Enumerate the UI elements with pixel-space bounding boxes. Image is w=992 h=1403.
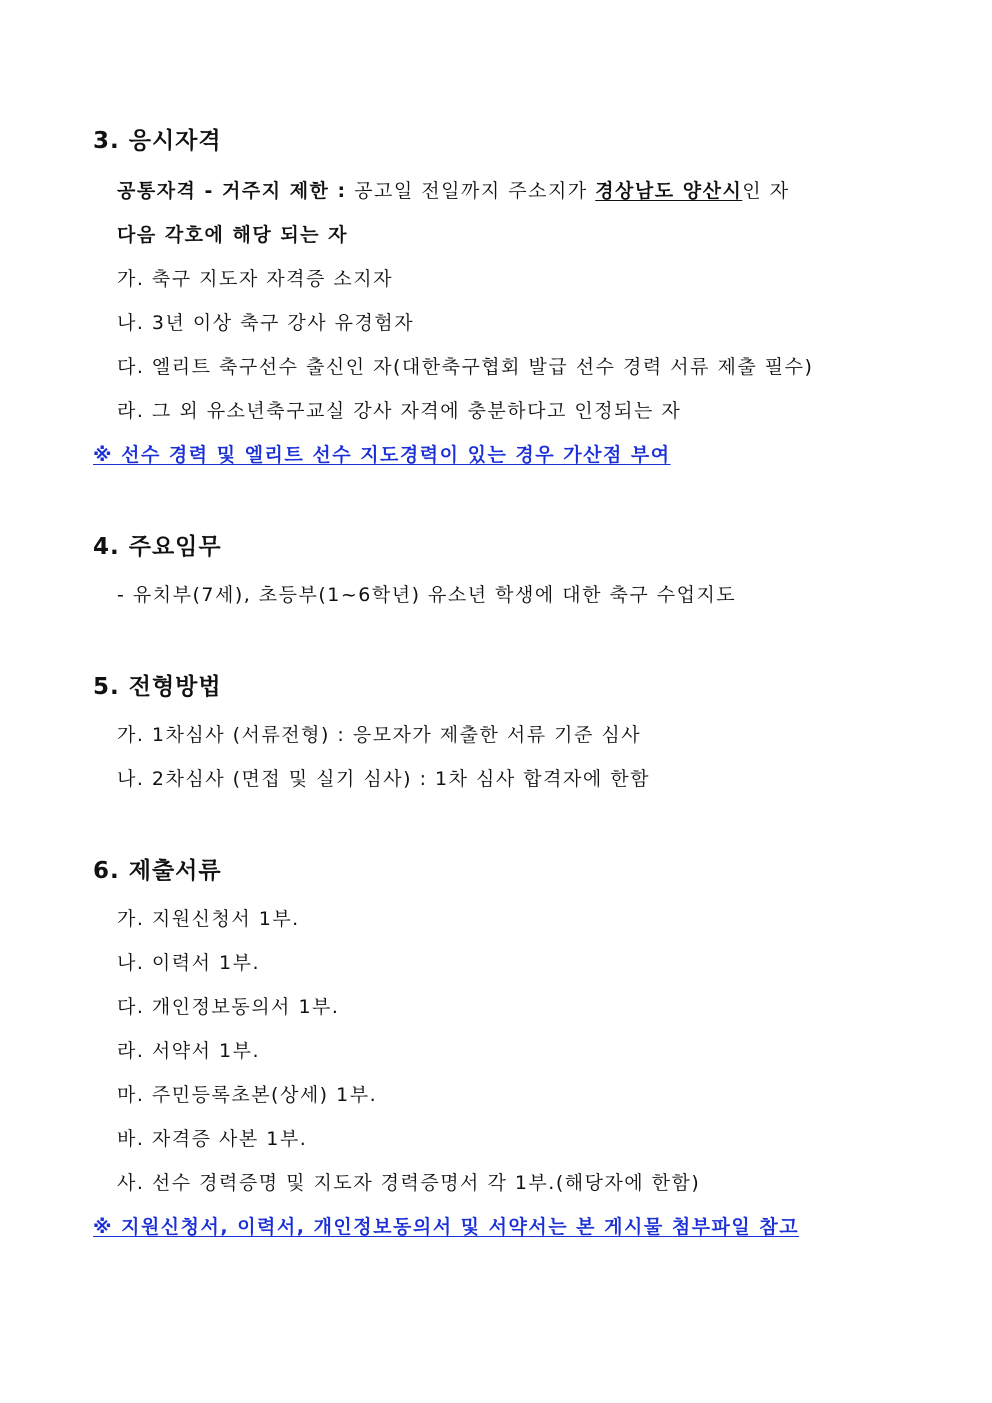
- selection-item: 나. 2차심사 (면접 및 실기 심사) : 1차 심사 합격자에 한함: [117, 768, 650, 790]
- document-item: 라. 서약서 1부.: [117, 1040, 261, 1062]
- duty-item: - 유치부(7세), 초등부(1~6학년) 유소년 학생에 대한 축구 수업지도: [117, 584, 737, 606]
- section-6-heading: 6. 제출서류: [93, 858, 222, 884]
- section-3-heading: 3. 응시자격: [93, 128, 222, 154]
- section-4-heading: 4. 주요임무: [93, 534, 222, 560]
- common-qualification-suffix: 인 자: [742, 180, 790, 202]
- common-qualification-text: 공고일 전일까지 주소지가: [346, 180, 596, 202]
- attachment-note: ※ 지원신청서, 이력서, 개인정보동의서 및 서약서는 본 게시물 첨부파일 참고: [93, 1216, 800, 1238]
- document-item: 마. 주민등록초본(상세) 1부.: [117, 1084, 378, 1106]
- document-item: 다. 개인정보동의서 1부.: [117, 996, 340, 1018]
- region-name: 경상남도 양산시: [595, 180, 743, 202]
- document-item: 바. 자격증 사본 1부.: [117, 1128, 308, 1150]
- qualification-item: 나. 3년 이상 축구 강사 유경험자: [117, 312, 415, 334]
- section-5-heading: 5. 전형방법: [93, 674, 222, 700]
- document-item: 나. 이력서 1부.: [117, 952, 261, 974]
- section-3-subheading: 다음 각호에 해당 되는 자: [117, 224, 348, 246]
- common-qualification-line: [117, 176, 790, 203]
- document-item: 가. 지원신청서 1부.: [117, 908, 300, 930]
- common-qualification-label: 공통자격 - 거주지 제한 :: [117, 180, 347, 202]
- qualification-item: 다. 엘리트 축구선수 출신인 자(대한축구협회 발급 선수 경력 서류 제출 필수): [117, 356, 814, 378]
- bonus-points-note: ※ 선수 경력 및 엘리트 선수 지도경력이 있는 경우 가산점 부여: [93, 444, 671, 466]
- document-item: 사. 선수 경력증명 및 지도자 경력증명서 각 1부.(해당자에 한함): [117, 1172, 701, 1194]
- selection-item: 가. 1차심사 (서류전형) : 응모자가 제출한 서류 기준 심사: [117, 724, 642, 746]
- qualification-item: 가. 축구 지도자 자격증 소지자: [117, 268, 393, 290]
- qualification-item: 라. 그 외 유소년축구교실 강사 자격에 충분하다고 인정되는 자: [117, 400, 682, 422]
